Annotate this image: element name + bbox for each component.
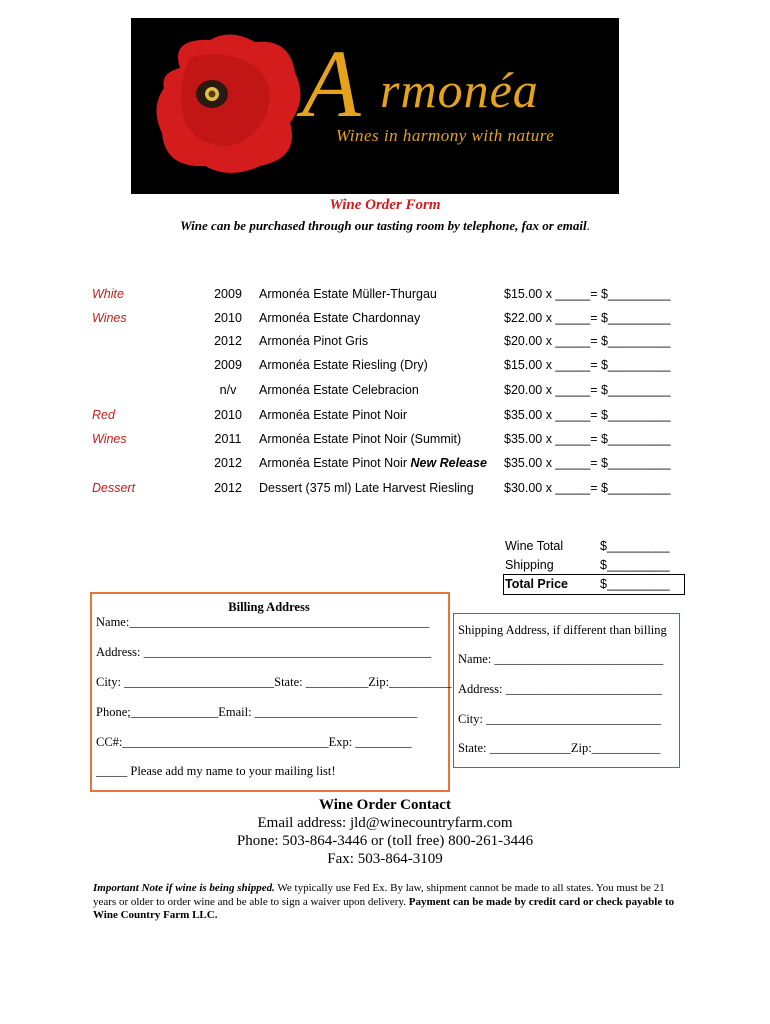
category-label: White <box>92 287 124 301</box>
new-release-tag: New Release <box>410 456 487 470</box>
wine-year: 2011 <box>214 432 242 446</box>
billing-phone-email-field[interactable]: Phone;______________Email: __________________________ <box>96 705 418 719</box>
wine-row <box>0 432 770 450</box>
wine-row <box>0 311 770 329</box>
note-payment: Payment can be made by credit card or check payable to Wine Country Farm LLC. <box>93 895 675 921</box>
wine-price-line[interactable]: $20.00 x _____= $_________ <box>504 383 671 397</box>
shipping-label: Shipping <box>505 558 554 572</box>
total-price-label: Total Price <box>505 577 568 591</box>
form-title: Wine Order Form <box>329 197 441 213</box>
wine-year: 2012 <box>214 456 242 470</box>
logo-initial: A <box>302 30 361 137</box>
billing-title: Billing Address <box>228 600 310 614</box>
category-label: Wines <box>92 311 127 325</box>
contact-email[interactable]: Email address: jld@winecountryfarm.com <box>257 815 513 831</box>
wine-year: 2012 <box>214 334 242 348</box>
wine-total-field[interactable]: $_________ <box>600 539 670 553</box>
wine-name: Armonéa Estate Müller-Thurgau <box>259 287 437 301</box>
wine-name: Armonéa Estate Pinot Noir <box>259 408 407 422</box>
poppy-flower-image <box>150 28 305 178</box>
billing-name-field[interactable]: Name:________________________________________________ <box>96 615 430 629</box>
form-subtitle <box>0 218 770 234</box>
wine-total-label: Wine Total <box>505 539 564 553</box>
wine-name: Armonéa Estate Pinot Noir (Summit) <box>259 432 462 446</box>
note-lead: Important Note if wine is being shipped. <box>93 882 275 894</box>
wine-name: Dessert (375 ml) Late Harvest Riesling <box>259 481 474 495</box>
wine-year: 2010 <box>214 408 242 422</box>
total-price-field[interactable]: $_________ <box>600 577 670 591</box>
category-label: Dessert <box>92 481 136 495</box>
wine-price-line[interactable]: $15.00 x _____= $_________ <box>504 287 671 301</box>
wine-name: Armonéa Pinot Gris <box>259 334 369 348</box>
wine-name: Armonéa Estate Riesling (Dry) <box>259 358 428 372</box>
shipping-name-field[interactable]: Name: ___________________________ <box>458 652 664 666</box>
category-label: Wines <box>92 432 127 446</box>
contact-title: Wine Order Contact <box>319 797 451 813</box>
shipping-address-field[interactable]: Address: _________________________ <box>458 682 662 696</box>
wine-name: Armonéa Estate Pinot Noir New Release <box>259 456 487 470</box>
contact-block <box>0 796 770 868</box>
logo-wordmark: rmonéa <box>380 62 539 118</box>
wine-price-line[interactable]: $35.00 x _____= $_________ <box>504 408 671 422</box>
wine-year: 2009 <box>214 287 242 301</box>
mailing-list-checkbox[interactable]: _____ Please add my name to your mailing list! <box>96 764 336 778</box>
wine-row <box>0 358 770 376</box>
form-subtitle-period: . <box>586 218 590 233</box>
wine-price-line[interactable]: $35.00 x _____= $_________ <box>504 456 671 470</box>
wine-price-line[interactable]: $20.00 x _____= $_________ <box>504 334 671 348</box>
billing-address-field[interactable]: Address: ______________________________________________ <box>96 645 432 659</box>
contact-fax: Fax: 503-864-3109 <box>327 851 443 867</box>
wine-price-line[interactable]: $30.00 x _____= $_________ <box>504 481 671 495</box>
wine-name: Armonéa Estate Celebracion <box>259 383 419 397</box>
wine-year: n/v <box>219 383 237 397</box>
shipping-field[interactable]: $_________ <box>600 558 670 572</box>
wine-name: Armonéa Estate Chardonnay <box>259 311 421 325</box>
note-body: We typically use Fed Ex. By law, shipment cannot be made to all states. You must be 21 years or older to order wine and be able to sign a waiver upon delivery. <box>93 882 665 908</box>
wine-price-line[interactable]: $15.00 x _____= $_________ <box>504 358 671 372</box>
contact-phone: Phone: 503-864-3446 or (toll free) 800-261-3446 <box>236 833 534 849</box>
wine-price-line[interactable]: $35.00 x _____= $_________ <box>504 432 671 446</box>
wine-price-line[interactable]: $22.00 x _____= $_________ <box>504 311 671 325</box>
logo-tagline: Wines in harmony with nature <box>336 126 555 145</box>
wine-row <box>0 456 770 474</box>
wine-row <box>0 383 770 401</box>
shipping-note <box>93 882 678 923</box>
wine-year: 2012 <box>214 481 242 495</box>
form-subtitle-text: Wine can be purchased through our tasting room by telephone, fax or email <box>180 218 587 233</box>
category-label: Red <box>92 408 115 422</box>
wine-year: 2010 <box>214 311 242 325</box>
wine-row <box>0 287 770 305</box>
wine-row <box>0 481 770 499</box>
wine-row <box>0 408 770 426</box>
shipping-state-zip-field[interactable]: State: _____________Zip:___________ <box>458 741 661 755</box>
shipping-title: Shipping Address, if different than billing <box>458 623 667 637</box>
shipping-city-field[interactable]: City: ____________________________ <box>458 712 662 726</box>
wine-row <box>0 334 770 352</box>
wine-year: 2009 <box>214 358 242 372</box>
billing-city-state-zip-field[interactable]: City: ________________________State: __________Zip:__________ <box>96 675 452 689</box>
billing-cc-exp-field[interactable]: CC#:_________________________________Exp: _________ <box>96 735 412 749</box>
